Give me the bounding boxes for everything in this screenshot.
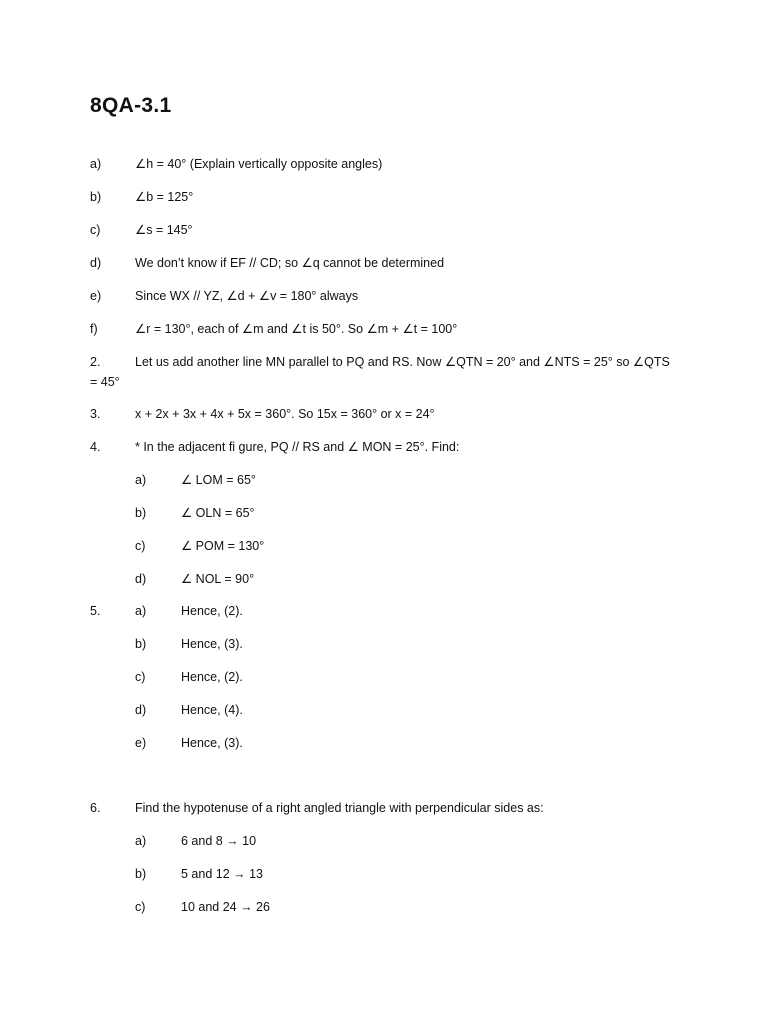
answer-row-5c	[0, 668, 768, 686]
answer-label: a)	[135, 834, 147, 848]
page-title: 8QA-3.1	[90, 94, 172, 117]
answer-label: e)	[90, 289, 102, 303]
answer-label: d)	[135, 572, 147, 586]
answer-row-4a	[0, 471, 768, 489]
answer-row-6a	[0, 832, 768, 850]
answer-label: b)	[135, 637, 147, 651]
answer-text: Let us add another line MN parallel to PQ and RS. Now ∠QTN = 20° and ∠NTS = 25° so ∠QTS = 45°	[90, 355, 670, 389]
answer-label: c)	[135, 539, 146, 553]
answer-row-2	[90, 352, 680, 392]
answer-text: Hence, (3).	[181, 736, 243, 750]
answer-row-4b	[0, 504, 768, 522]
answer-label: b)	[135, 506, 147, 520]
answer-text: 6 and 8 → 10	[181, 834, 257, 848]
answer-row-5b	[0, 635, 768, 653]
answer-label: a)	[90, 157, 102, 171]
answer-row-1b	[0, 188, 768, 206]
answer-label: b)	[135, 867, 147, 881]
answer-label: 3.	[90, 407, 101, 421]
answer-text: Hence, (3).	[181, 637, 243, 651]
answer-row-1a	[0, 155, 768, 173]
answer-text: 5 and 12 → 13	[181, 867, 264, 881]
answer-row-4d	[0, 570, 768, 588]
answer-row-6b	[0, 865, 768, 883]
question-row-4	[0, 438, 768, 456]
answer-row-3	[0, 405, 768, 423]
answer-text: ∠ OLN = 65°	[181, 506, 255, 520]
answer-label: d)	[90, 256, 102, 270]
answer-row-1e	[0, 287, 768, 305]
answer-text: x + 2x + 3x + 4x + 5x = 360°. So 15x = 360° or x = 24°	[135, 407, 435, 421]
answer-row-4c	[0, 537, 768, 555]
answer-row-5d	[0, 701, 768, 719]
question-text: * In the adjacent fi gure, PQ // RS and ∠ MON = 25°. Find:	[135, 440, 460, 454]
answer-text: ∠r = 130°, each of ∠m and ∠t is 50°. So ∠m + ∠t = 100°	[135, 322, 458, 336]
answer-text: Hence, (2).	[181, 604, 243, 618]
answer-label: c)	[135, 670, 146, 684]
answer-label: b)	[90, 190, 102, 204]
answer-text: Since WX // YZ, ∠d + ∠v = 180° always	[135, 289, 359, 303]
answer-text: Hence, (2).	[181, 670, 243, 684]
answer-row-1c	[0, 221, 768, 239]
answer-row-5a	[0, 602, 768, 620]
answer-text: ∠ POM = 130°	[181, 539, 265, 553]
question-row-6	[0, 799, 768, 817]
answer-text: ∠ LOM = 65°	[181, 473, 256, 487]
question-label: 6.	[90, 801, 101, 815]
answer-text: Hence, (4).	[181, 703, 243, 717]
answer-label: e)	[135, 736, 147, 750]
answer-text: ∠ NOL = 90°	[181, 572, 255, 586]
answer-row-1d	[0, 254, 768, 272]
question-text: Find the hypotenuse of a right angled triangle with perpendicular sides as:	[135, 801, 544, 815]
answer-label: c)	[90, 223, 101, 237]
answer-label: a)	[135, 473, 147, 487]
answer-label: c)	[135, 900, 146, 914]
answer-text: 10 and 24 → 26	[181, 900, 270, 914]
answer-label: d)	[135, 703, 147, 717]
answer-label: a)	[135, 604, 147, 618]
answer-text: We don’t know if EF // CD; so ∠q cannot be determined	[135, 256, 445, 270]
answer-row-5e	[0, 734, 768, 752]
answer-row-6c	[0, 898, 768, 916]
question-label: 5.	[90, 604, 101, 618]
answer-text: ∠b = 125°	[135, 190, 194, 204]
answer-label: 2.	[90, 355, 101, 369]
answer-label: f)	[90, 322, 98, 336]
answer-row-1f	[0, 320, 768, 338]
answer-text: ∠s = 145°	[135, 223, 193, 237]
answer-text: ∠h = 40° (Explain vertically opposite angles)	[135, 157, 383, 171]
question-label: 4.	[90, 440, 101, 454]
